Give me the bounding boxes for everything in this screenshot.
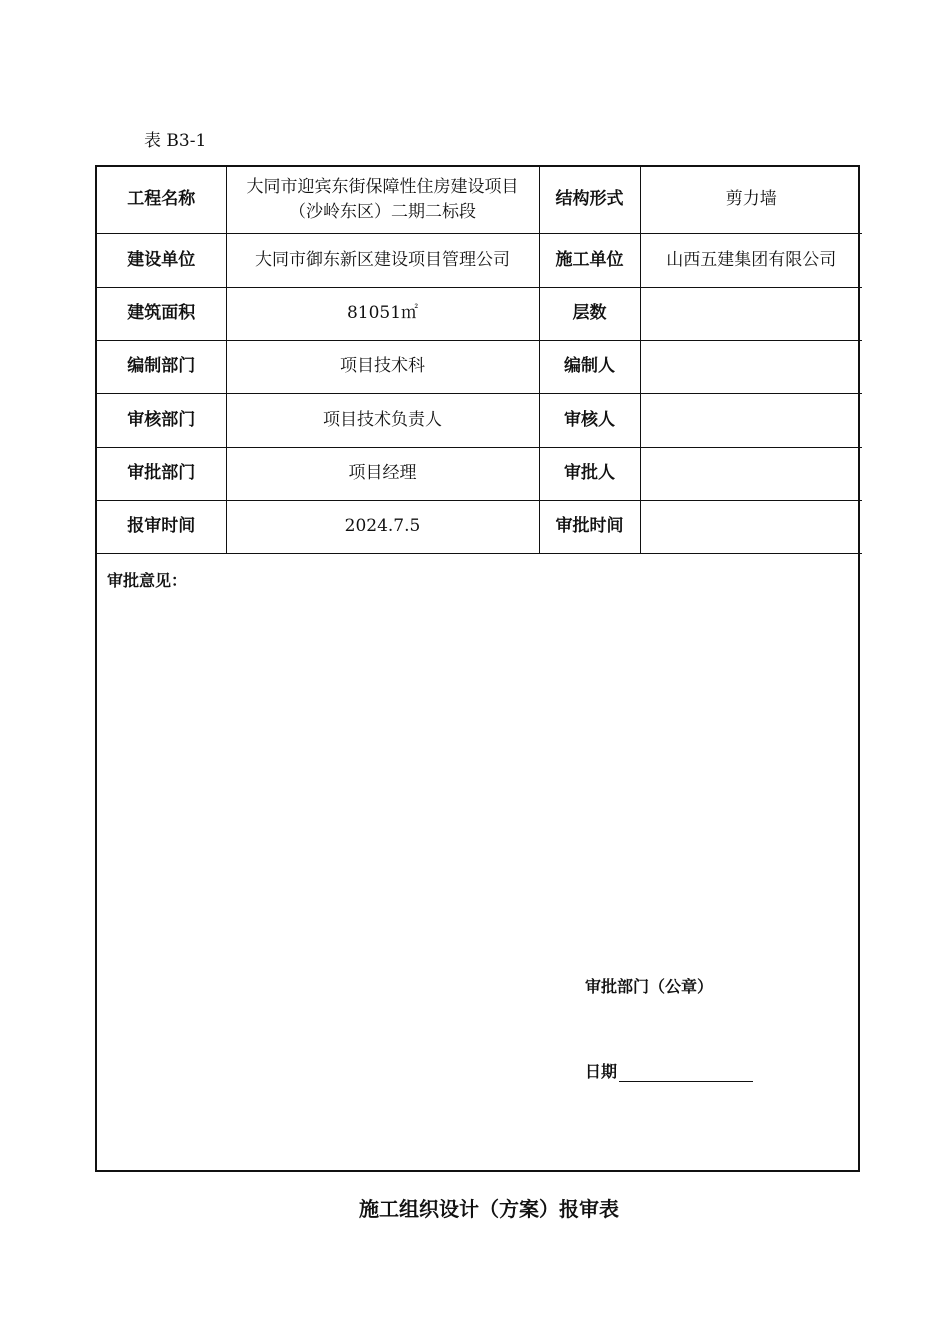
form-code: 表 B3-1 [144,131,207,151]
value-approval-time [640,500,862,553]
label-prep-dept: 编制部门 [97,340,226,393]
value-building-area: 81051㎡ [226,287,539,340]
value-approval-dept: 项目经理 [226,447,539,500]
label-building-area: 建筑面积 [97,287,226,340]
value-approver [640,447,862,500]
opinion-label: 审批意见： [107,570,188,590]
value-prep-dept: 项目技术科 [226,340,539,393]
approval-opinion-area [97,554,858,1173]
table-row [97,393,862,447]
label-contractor: 施工单位 [539,233,640,287]
date-row [585,1059,753,1082]
value-reviewer [640,393,862,447]
label-structure-type: 结构形式 [539,167,640,233]
label-approver: 审批人 [539,447,640,500]
info-table [97,167,862,554]
label-preparer: 编制人 [539,340,640,393]
value-floors [640,287,862,340]
label-reviewer: 审核人 [539,393,640,447]
document-title: 施工组织设计（方案）报审表 [359,1197,619,1221]
label-approval-dept: 审批部门 [97,447,226,500]
value-contractor: 山西五建集团有限公司 [640,233,862,287]
date-label: 日期 [585,1061,618,1081]
value-review-dept: 项目技术负责人 [226,393,539,447]
table-row [97,500,862,553]
approval-form [95,165,860,1172]
label-floors: 层数 [539,287,640,340]
value-owner-unit: 大同市御东新区建设项目管理公司 [226,233,539,287]
label-review-dept: 审核部门 [97,393,226,447]
stamp-label: 审批部门（公章） [585,976,714,996]
value-structure-type: 剪力墙 [640,167,862,233]
table-row [97,447,862,500]
table-row [97,233,862,287]
label-project-name: 工程名称 [97,167,226,233]
label-submit-time: 报审时间 [97,500,226,553]
label-approval-time: 审批时间 [539,500,640,553]
table-row [97,287,862,340]
table-row [97,340,862,393]
date-blank-line [619,1063,753,1082]
value-submit-time: 2024.7.5 [226,500,539,553]
table-row [97,167,862,233]
label-owner-unit: 建设单位 [97,233,226,287]
value-preparer [640,340,862,393]
value-project-name: 大同市迎宾东街保障性住房建设项目（沙岭东区）二期二标段 [226,167,539,233]
